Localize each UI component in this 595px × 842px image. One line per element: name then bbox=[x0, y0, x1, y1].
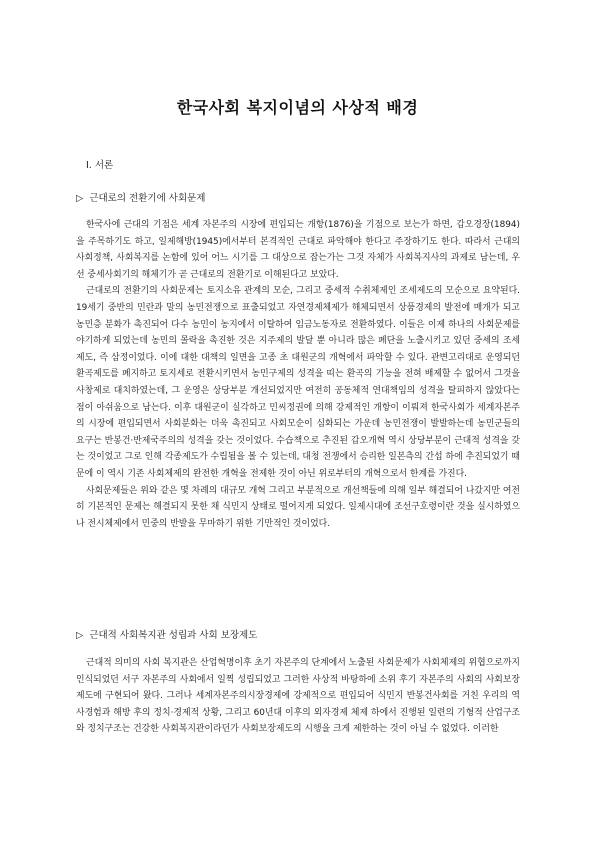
section-heading-introduction: Ⅰ. 서론 bbox=[86, 160, 114, 171]
subsection-heading-text: 근대적 사회복지관 성립과 사회 보장제도 bbox=[89, 630, 258, 641]
subsection-heading-text: 근대로의 전환기에 사회문제 bbox=[89, 193, 206, 204]
subsection-heading-1 bbox=[76, 190, 205, 204]
subsection-body-1 bbox=[76, 217, 520, 532]
triangle-marker-icon: ▷ bbox=[76, 193, 84, 204]
paragraph: 근대적 의미의 사회 복지관은 산업혁명이후 초기 자본주의 단계에서 노출된 사회문제가 사회체제의 위협으로까지 인식되었던 서구 자본주의 사회에서 일찍 성립되었고 그러한 사상적 바탕하에 소위 후기 자본주의 사회의 사회보장제도에 구현되어 왔다. 그러나 세계자본주의시장경제에 강제적으로 편입되어 식민지 반봉건사회를 거친 우리의 역사경험과 해방 후의 정치·경제적 상황, 그리고 60년대 이후의 외자경제 체제 하에서 진행된 일련의 기형적 산업구조와 정치구조는 건강한 사회복지관이라던가 사회보장제도의 시행을 크게 제한하는 것이 아닐 수 없었다. 이러한 bbox=[76, 658, 520, 735]
paragraph: 근대로의 전환기의 사회문제는 토지소유 관계의 모순, 그리고 중세적 수취체제인 조세제도의 모순으로 요약된다. 19세기 중반의 민란과 말의 농민전쟁으로 표출되었고 자연경제체제가 해체되면서 상품경제의 발전에 매개가 되고 농민층 분화가 촉진되어 다수 농민이 농지에서 이탈하여 임금노동자로 전환하였다. 이들은 이제 하나의 사회문제를 야기하게 되었는데 농민의 몰락을 촉진한 것은 지주제의 발달 뿐 아니라 많은 폐단을 노출시키고 있던 중세의 조세제도, 즉 삼정이었다. 이에 대한 대책의 일면을 고종 초 대원군의 개혁에서 파악할 수 있다. 관변고리대로 운영되던 환곡제도를 폐지하고 토지세로 전환시키면서 농민구제의 성격을 띠는 환곡의 기능을 전혀 배제할 수 없어서 그것을 사창제로 대치하였는데, 그 운영은 상당부분 개선되었지만 여전히 공동체적 연대책임의 성격을 탈피하지 않았다는 점이 아쉬움으로 남는다. 이후 대원군이 실각하고 민씨정권에 의해 강제적인 개항이 이뤄져 한국사회가 세계자본주의 시장에 편입되면서 사회분화는 더욱 촉진되고 사회모순이 심화되는 가운데 농민전쟁이 발발하는데 농민군들의 요구는 반봉건·반제국주의의 성격을 갖는 것이었다. 수습책으로 추진된 갑오개혁 역시 상당부분이 근대적 성격을 갖는 것이었고 그로 인해 각종제도가 수립됨을 볼 수 있는데, 대청 전쟁에서 승리한 일본측의 간섭 하에 추진되었기 때문에 이 역시 기존 사회체제의 완전한 개혁을 전제한 것이 아닌 위로부터의 개혁으로서 한계를 가진다. bbox=[76, 286, 520, 479]
triangle-marker-icon: ▷ bbox=[76, 630, 84, 641]
document-title: 한국사회 복지이념의 사상적 배경 bbox=[176, 98, 419, 117]
paragraph: 사회문제들은 위와 같은 몇 차례의 대규모 개혁 그리고 부분적으로 개선책들에 의해 일부 해결되어 나갔지만 여전히 기본적인 문제는 해결되지 못한 채 식민지 상태로 떨어지게 되었다. 일제시대에 조선구호령이란 것을 실시하였으나 전시체제에서 민중의 반발을 무마하기 위한 기만적인 것이었다. bbox=[76, 485, 520, 529]
subsection-body-2 bbox=[76, 655, 520, 738]
subsection-heading-2 bbox=[76, 627, 257, 641]
paragraph: 한국사에 근대의 기점은 세계 자본주의 시장에 편입되는 개항(1876)을 기점으로 보는가 하면, 갑오경장(1894)을 주목하기도 하고, 일제해방(1945)에서부터 본격적인 근대로 파악해야 한다고 주장하기도 한다. 따라서 근대의 사회정책, 사회복지를 논함에 있어 어느 시기를 그 대상으로 잡는가는 그것 자체가 사회복지사의 과제로 남는데, 우선 중세사회기의 해체기가 곧 근대로의 전환기로 이해된다고 보았다. bbox=[76, 220, 520, 280]
